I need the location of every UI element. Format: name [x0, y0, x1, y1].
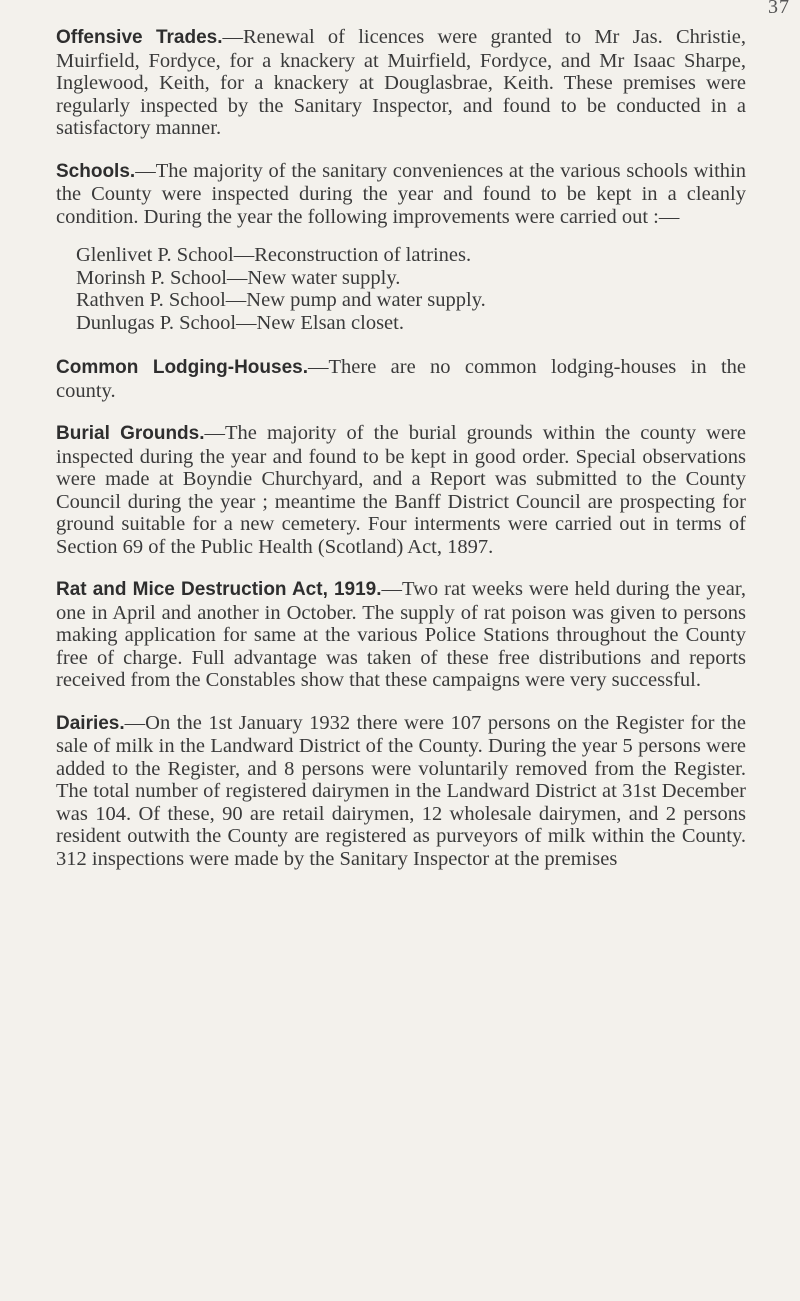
schools-heading: Schools. [56, 160, 136, 182]
offensive-trades-body: —Renewal of licences were granted to Mr Jas. Christie, Muirfield, Fordyce, for a knackery at Muirfield, Fordyce, and Mr Isaac Sharpe, Inglewood, Keith, for a knackery at Douglasbrae, Keith. These premises were regularly inspected by the Sanitary Inspector, and found to be conducted in a satisfactory manner. [56, 26, 747, 139]
schools-improvements-list [56, 244, 746, 334]
burial-grounds-heading: Burial Grounds. [56, 423, 205, 444]
list-item: Morinsh P. School—New water supply. [76, 266, 401, 289]
list-item: Rathven P. School—New pump and water supply. [76, 289, 486, 311]
dairies-heading: Dairies. [56, 712, 125, 734]
lodging-houses-paragraph [56, 356, 746, 402]
lodging-houses-body: —There are no common lodging-houses in the county. [56, 356, 746, 402]
list-item: Dunlugas P. School—New Elsan closet. [76, 311, 404, 334]
dairies-paragraph [56, 712, 746, 871]
offensive-trades-heading: Offensive Trades. [56, 27, 223, 48]
text-column [56, 26, 746, 890]
list-item: Glenlivet P. School—Reconstruction of latrines. [76, 244, 472, 266]
schools-body: —The majority of the sanitary conveniences at the various schools within the County were inspected during the year and found to be kept in a cleanly condition. During the year the following improvements were carried out :— [56, 159, 746, 228]
burial-grounds-body: —The majority of the burial grounds within the county were inspected during the year and found to be kept in good order. Special observations were made at Boyndie Churchyard, and a Report was submitted to the County Council during the year ; meantime the Banff District Council are prospecting for ground suitable for a new cemetery. Four interments were carried out in terms of Section 69 of the Public Health (Scotland) Act, 1897. [56, 422, 746, 558]
lodging-houses-heading: Common Lodging-Houses. [56, 357, 308, 378]
offensive-trades-paragraph [56, 26, 746, 140]
page-number: 37 [768, 0, 790, 18]
rat-mice-body: —Two rat weeks were held during the year, one in April and another in October. The supply of rat poison was given to persons making application for same at the various Police Stations throughout the County free of charge. Full advantage was taken of these free distributions and reports received from the Constables show that these campaigns were very successful. [56, 578, 746, 691]
dairies-body: —On the 1st January 1932 there were 107 persons on the Register for the sale of milk in the Landward District of the County. During the year 5 persons were added to the Register, and 8 persons were voluntarily removed from the Register. The total number of registered dairymen in the Landward District at 31st December was 104. Of these, 90 are retail dairymen, 12 wholesale dairymen, and 2 persons resident outwith the County are registered as purveyors of milk within the County. 312 inspections were made by the Sanitary Inspector at the premises [56, 711, 746, 870]
schools-paragraph [56, 160, 746, 229]
burial-grounds-paragraph [56, 422, 746, 558]
rat-mice-heading: Rat and Mice Destruction Act, 1919. [56, 579, 382, 600]
rat-mice-paragraph [56, 578, 746, 692]
